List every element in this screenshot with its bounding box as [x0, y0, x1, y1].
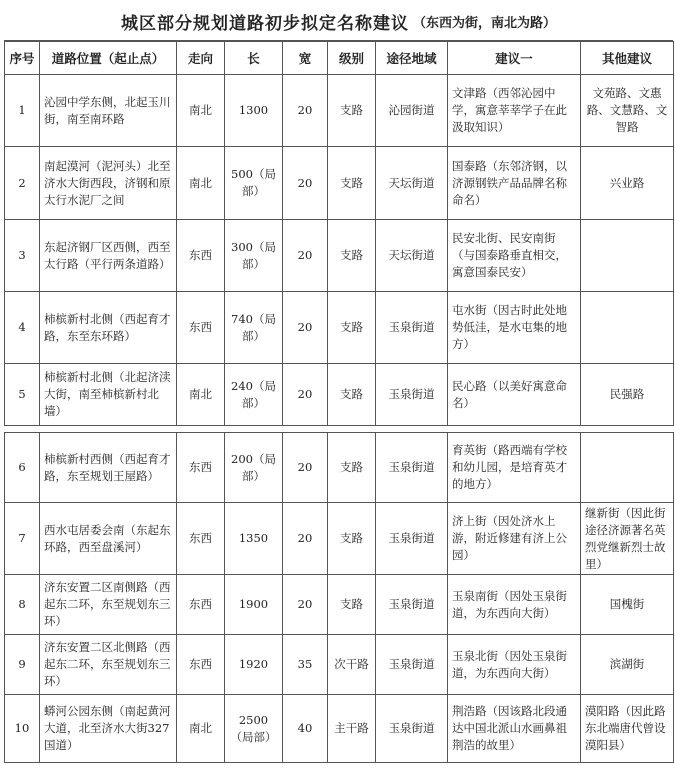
cell-location: 南起漠河（泥河头）北至济水大街西段，济钢和原太行水泥厂之间 — [40, 147, 177, 220]
header-area: 途径地域 — [376, 42, 448, 75]
cell-location: 柿槟新村北侧（北起济渎大街，南至柿槟新村北墙） — [40, 364, 177, 426]
cell-no: 7 — [5, 503, 40, 575]
table-row — [5, 292, 674, 364]
cell-suggestion: 荆浩路（因该路北段通达中国北派山水画鼻祖荆浩的故里） — [448, 695, 581, 763]
cell-level: 支路 — [328, 220, 376, 292]
cell-location: 济东安置二区南侧路（西起东二环，东至规划东三环） — [40, 575, 177, 635]
road-name-table — [4, 41, 674, 763]
document-title — [4, 2, 673, 41]
cell-level: 支路 — [328, 147, 376, 220]
cell-length: 240（局部） — [225, 364, 283, 426]
cell-no: 3 — [5, 220, 40, 292]
cell-suggestion: 玉泉北街（因处玉泉街道，为东西向大街） — [448, 635, 581, 695]
header-length: 长 — [225, 42, 283, 75]
header-location: 道路位置（起止点） — [40, 42, 177, 75]
table-row — [5, 364, 674, 426]
cell-direction: 东西 — [177, 503, 225, 575]
cell-suggestion: 玉泉南街（因处玉泉街道，为东西向大街） — [448, 575, 581, 635]
header-width: 宽 — [283, 42, 328, 75]
cell-other: 滨湖街 — [581, 635, 674, 695]
cell-suggestion: 文津路（西邻沁园中学，寓意莘莘学子在此汲取知识） — [448, 75, 581, 147]
table-row — [5, 75, 674, 147]
cell-level: 支路 — [328, 433, 376, 503]
cell-direction: 东西 — [177, 292, 225, 364]
table-row — [5, 147, 674, 220]
cell-other — [581, 433, 674, 503]
cell-width: 20 — [283, 503, 328, 575]
cell-area: 玉泉街道 — [376, 503, 448, 575]
cell-area: 玉泉街道 — [376, 695, 448, 763]
cell-width: 40 — [283, 695, 328, 763]
cell-width: 20 — [283, 364, 328, 426]
cell-suggestion: 国泰路（东邻济钢，以济源钢铁产品品牌名称命名） — [448, 147, 581, 220]
cell-other: 国槐街 — [581, 575, 674, 635]
cell-suggestion: 民安北街、民安南街（与国泰路垂直相交，寓意国泰民安） — [448, 220, 581, 292]
subtitle-text: （东西为街，南北为路） — [412, 15, 556, 31]
cell-other — [581, 292, 674, 364]
header-other: 其他建议 — [581, 42, 674, 75]
cell-width: 20 — [283, 147, 328, 220]
cell-location: 沁园中学东侧，北起玉川街，南至南环路 — [40, 75, 177, 147]
cell-length: 2500（局部） — [225, 695, 283, 763]
table-row — [5, 575, 674, 635]
cell-other: 文苑路、文惠路、文慧路、文智路 — [581, 75, 674, 147]
table-row — [5, 433, 674, 503]
cell-width: 20 — [283, 75, 328, 147]
cell-width: 20 — [283, 575, 328, 635]
cell-no: 6 — [5, 433, 40, 503]
cell-width: 20 — [283, 433, 328, 503]
cell-direction: 东西 — [177, 433, 225, 503]
cell-length: 1350 — [225, 503, 283, 575]
cell-no: 1 — [5, 75, 40, 147]
cell-direction: 东西 — [177, 635, 225, 695]
cell-area: 天坛街道 — [376, 220, 448, 292]
header-level: 级别 — [328, 42, 376, 75]
cell-no: 10 — [5, 695, 40, 763]
cell-area: 玉泉街道 — [376, 433, 448, 503]
cell-direction: 东西 — [177, 575, 225, 635]
table-row — [5, 220, 674, 292]
cell-other: 漠阳路（因此路东北端唐代曾设漠阳县） — [581, 695, 674, 763]
table-row — [5, 695, 674, 763]
title-text: 城区部分规划道路初步拟定名称建议 — [120, 13, 409, 34]
cell-other: 民强路 — [581, 364, 674, 426]
cell-suggestion: 民心路（以美好寓意命名） — [448, 364, 581, 426]
cell-location: 西水屯居委会南（东起东环路，西至盘溪河） — [40, 503, 177, 575]
cell-level: 支路 — [328, 364, 376, 426]
cell-direction: 东西 — [177, 220, 225, 292]
cell-length: 200（局部） — [225, 433, 283, 503]
gap-cell — [5, 426, 674, 433]
cell-location: 柿槟新村北侧（西起育才路，东至东环路） — [40, 292, 177, 364]
cell-location: 柿槟新村西侧（西起育才路，东至规划王屋路） — [40, 433, 177, 503]
cell-location: 蟒河公园东侧（南起黄河大道，北至济水大街327国道） — [40, 695, 177, 763]
table-header-row — [5, 42, 674, 75]
cell-other: 兴业路 — [581, 147, 674, 220]
cell-area: 玉泉街道 — [376, 292, 448, 364]
cell-other: 继新街（因此街途径济源著名英烈党继新烈士故里） — [581, 503, 674, 575]
cell-level: 主干路 — [328, 695, 376, 763]
cell-location: 济东安置二区北侧路（西起东二环，东至规划东三环） — [40, 635, 177, 695]
table-row — [5, 635, 674, 695]
cell-suggestion: 育英街（路西端有学校和幼儿园，是培育英才的地方） — [448, 433, 581, 503]
cell-area: 沁园街道 — [376, 75, 448, 147]
cell-level: 支路 — [328, 292, 376, 364]
cell-width: 35 — [283, 635, 328, 695]
cell-direction: 南北 — [177, 364, 225, 426]
cell-level: 支路 — [328, 75, 376, 147]
cell-direction: 南北 — [177, 75, 225, 147]
cell-location: 东起济钢厂区西侧，西至太行路（平行两条道路） — [40, 220, 177, 292]
cell-length: 300（局部） — [225, 220, 283, 292]
cell-area: 玉泉街道 — [376, 635, 448, 695]
cell-level: 支路 — [328, 503, 376, 575]
cell-width: 20 — [283, 292, 328, 364]
cell-area: 天坛街道 — [376, 147, 448, 220]
cell-level: 次干路 — [328, 635, 376, 695]
cell-other — [581, 220, 674, 292]
cell-suggestion: 济上街（因处济水上游，附近修建有济上公园） — [448, 503, 581, 575]
cell-length: 1300 — [225, 75, 283, 147]
cell-direction: 南北 — [177, 147, 225, 220]
header-suggestion: 建议一 — [448, 42, 581, 75]
cell-direction: 南北 — [177, 695, 225, 763]
table-row — [5, 503, 674, 575]
table-gap — [5, 426, 674, 433]
cell-no: 8 — [5, 575, 40, 635]
cell-level: 支路 — [328, 575, 376, 635]
header-no: 序号 — [5, 42, 40, 75]
cell-area: 玉泉街道 — [376, 575, 448, 635]
cell-length: 740（局部） — [225, 292, 283, 364]
cell-area: 玉泉街道 — [376, 364, 448, 426]
cell-no: 2 — [5, 147, 40, 220]
cell-no: 4 — [5, 292, 40, 364]
cell-no: 5 — [5, 364, 40, 426]
cell-suggestion: 屯水街（因古时此处地势低洼，是水屯集的地方） — [448, 292, 581, 364]
cell-length: 1920 — [225, 635, 283, 695]
cell-length: 1900 — [225, 575, 283, 635]
cell-width: 20 — [283, 220, 328, 292]
cell-no: 9 — [5, 635, 40, 695]
cell-length: 500（局部） — [225, 147, 283, 220]
header-direction: 走向 — [177, 42, 225, 75]
